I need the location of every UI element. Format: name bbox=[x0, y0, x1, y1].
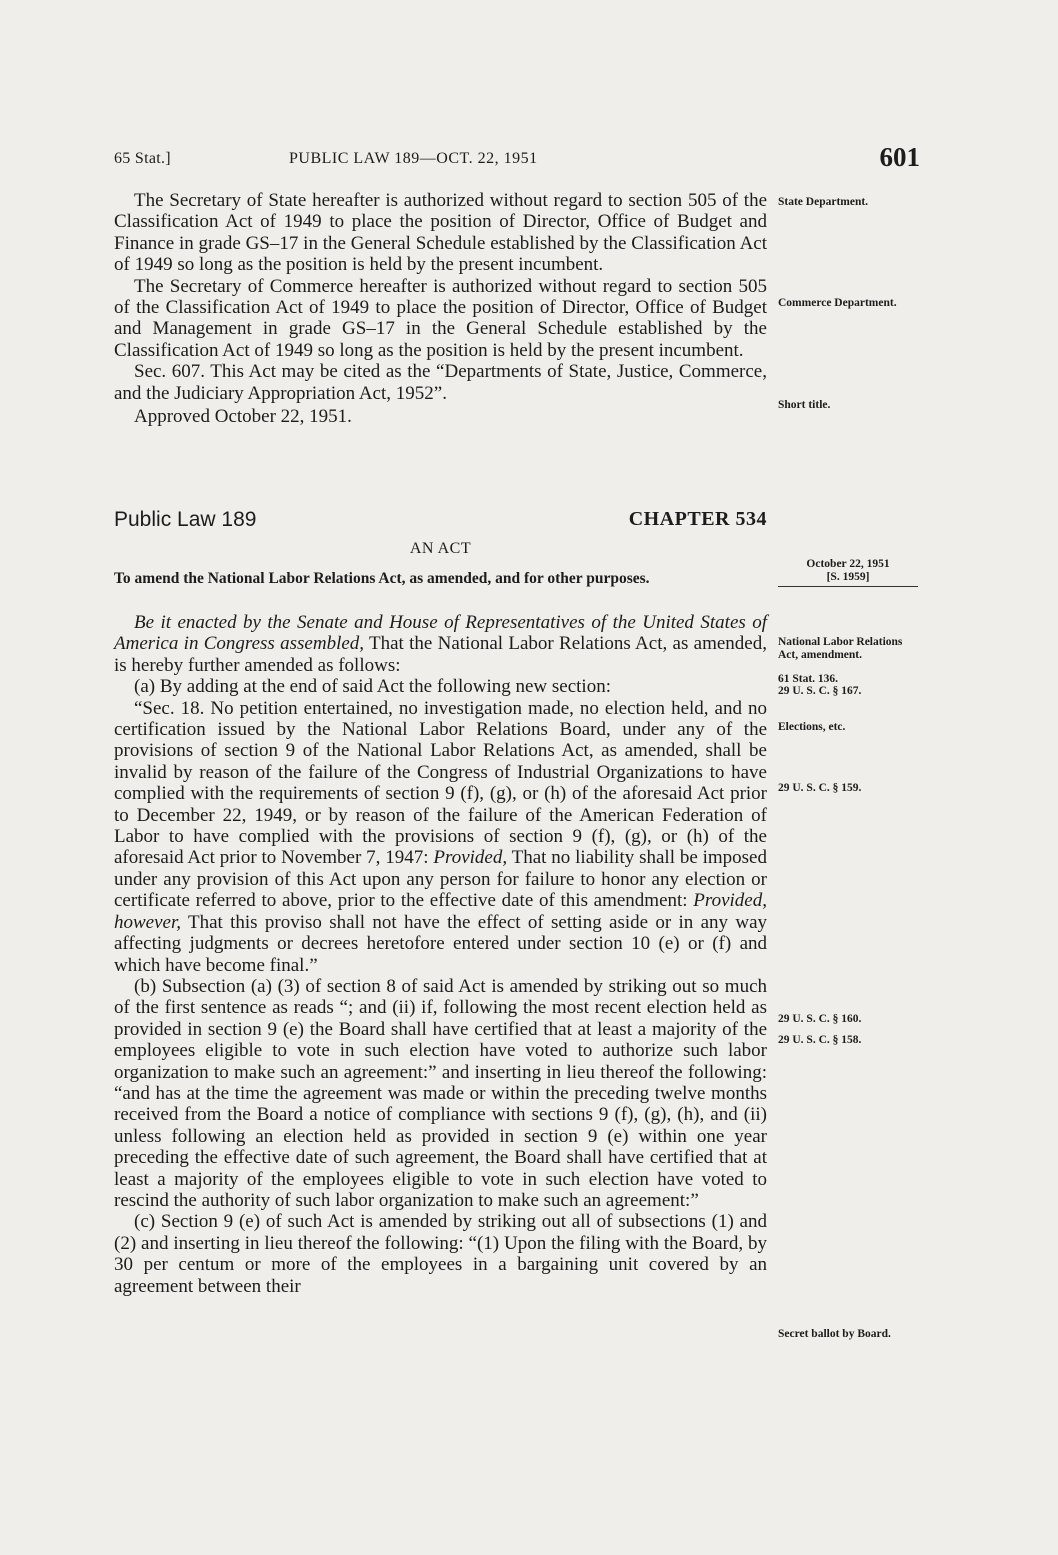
subsection-c: (c) Section 9 (e) of such Act is amended by striking out all of subsections (1) and (2) and inserting in lieu thereof the following: “(1) Upon the filing with the Board, by 30 per centum or more of the employees in a bargaining unit covered by an agreement between their bbox=[114, 1211, 767, 1297]
commerce-paragraph: The Secretary of Commerce hereafter is authorized without regard to section 505 of the Classification Act of 1949 to place the position of Director, Office of Budget and Management in grade GS–17 in the General Schedule established by the Classification Act of 1949 so long as the position is held by the present incumbent. bbox=[114, 275, 767, 361]
volume-reference: 65 Stat.] bbox=[114, 150, 171, 167]
margin-note-usc-158: 29 U. S. C. § 158. bbox=[778, 1034, 862, 1046]
enacting-rest: That the National Labor Relations Act, as amended, is hereby further amended as follows: bbox=[114, 633, 767, 676]
approval-date: October 22, 1951 bbox=[806, 558, 890, 570]
section-18-text bbox=[114, 698, 767, 976]
page-header bbox=[114, 142, 920, 178]
bill-number: [S. 1959] bbox=[778, 571, 918, 588]
page-number: 601 bbox=[879, 142, 920, 172]
margin-note-elections: Elections, etc. bbox=[778, 721, 846, 733]
margin-note-nlra: National Labor Relations Act, amendment. bbox=[778, 636, 903, 661]
section-18-part-1: “Sec. 18. No petition entertained, no investigation made, no election held, and no certification issued by the National Labor Relations Board, under any of the provisions of section 9 of the National Labor Relations Act, as amended, shall be invalid by reason of the failure of the Congress of Industrial Organizations to have complied with the requirements of section 9 (f), (g), or (h) of the aforesaid Act prior to December 22, 1949, or by reason of the failure of the American Federation of Labor to have complied with the provisions of section 9 (f), (g), or (h) of the aforesaid Act prior to November 7, 1947: bbox=[114, 697, 767, 869]
proviso-2: Provided, however, bbox=[114, 890, 767, 933]
act-purpose: To amend the National Labor Relations Act, as amended, and for other purposes. bbox=[114, 570, 650, 587]
law-heading bbox=[114, 508, 767, 534]
margin-note-secret-ballot: Secret ballot by Board. bbox=[778, 1328, 891, 1340]
chapter-label: CHAPTER 534 bbox=[628, 508, 767, 530]
margin-note-stat: 61 Stat. 136. bbox=[778, 673, 839, 685]
subsection-b: (b) Subsection (a) (3) of section 8 of said Act is amended by striking out so much of the first sentence as reads “; and (ii) if, following the most recent election held as provided in section 9 (e) the Board shall have certified that at least a majority of the employees eligible to vote in such election have voted to authorize such labor organization to make such an agreement:” and inserting in lieu thereof the following: “and has at the time the agreement was made or within the preceding twelve months received from the Board a notice of compliance with sections 9 (f), (g), (h), and (ii) unless following an election held as provided in section 9 (e) within one year preceding the effective date of such agreement, the Board shall have certified that at least a majority of the employees eligible to vote in such election have voted to rescind the authority of such labor organization to make such an agreement:” bbox=[114, 975, 767, 1211]
act-body bbox=[114, 612, 767, 1297]
state-paragraph: The Secretary of State hereafter is authorized without regard to section 505 of the Classification Act of 1949 to place the position of Director, Office of Budget and Finance in grade GS–17 in the General Schedule established by the Classification Act of 1949 so long as the position is held by the present incumbent. bbox=[114, 190, 767, 276]
margin-note-state-department: State Department. bbox=[778, 196, 869, 208]
margin-note-usc-160: 29 U. S. C. § 160. bbox=[778, 1013, 862, 1025]
section-18-part-2: That no liability shall be imposed under any provision of this Act upon any person for failure to honor any election or certificate referred to above, prior to the effective date of this amendment: bbox=[114, 847, 767, 912]
subsection-a: (a) By adding at the end of said Act the following new section: bbox=[134, 676, 611, 698]
section-18-part-3: That this proviso shall not have the effect of setting aside or in any way affecting judgments or decrees heretofore entered under section 10 (e) or (f) and which have become final.” bbox=[114, 911, 767, 976]
short-title-paragraph: Sec. 607. This Act may be cited as the “Departments of State, Justice, Commerce, and the Judiciary Appropriation Act, 1952”. bbox=[114, 361, 767, 404]
enacting-formula: Be it enacted by the Senate and House of Representatives of the United States of America in Congress assembled, bbox=[114, 612, 767, 655]
margin-note-short-title: Short title. bbox=[778, 399, 831, 411]
enacting-clause bbox=[114, 612, 767, 676]
margin-note-usc-167: 29 U. S. C. § 167. bbox=[778, 685, 862, 697]
approval-line: Approved October 22, 1951. bbox=[134, 406, 352, 428]
an-act-label: AN ACT bbox=[409, 540, 472, 557]
margin-note-commerce-department: Commerce Department. bbox=[778, 297, 897, 309]
running-title: PUBLIC LAW 189—OCT. 22, 1951 bbox=[289, 150, 538, 167]
margin-note-usc-159: 29 U. S. C. § 159. bbox=[778, 782, 862, 794]
top-text-block bbox=[114, 190, 767, 427]
proviso-1: Provided, bbox=[433, 847, 508, 869]
date-note bbox=[778, 558, 918, 587]
public-law-label: Public Law 189 bbox=[114, 508, 257, 531]
